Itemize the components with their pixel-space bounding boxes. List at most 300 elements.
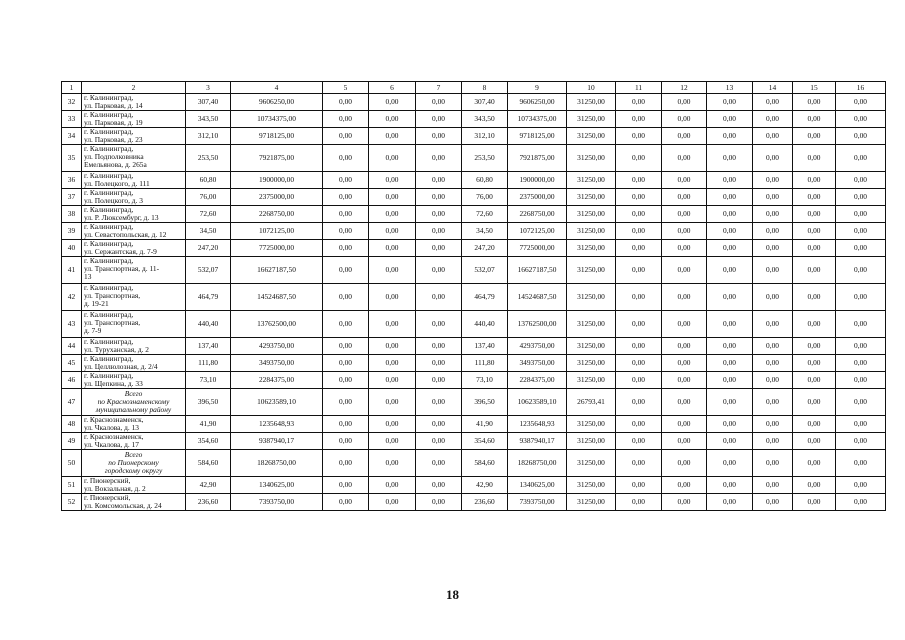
value-cell: 0,00	[662, 416, 707, 433]
table-row	[62, 372, 886, 389]
row-number-cell: 36	[62, 172, 82, 189]
value-cell: 0,00	[707, 450, 753, 477]
value-cell: 0,00	[369, 189, 416, 206]
value-cell: 0,00	[793, 372, 836, 389]
value-cell: 0,00	[616, 494, 662, 511]
row-number-cell: 44	[62, 338, 82, 355]
value-cell: 0,00	[707, 145, 753, 172]
value-cell: 0,00	[707, 355, 753, 372]
value-cell: 253,50	[186, 145, 231, 172]
value-cell: 0,00	[616, 477, 662, 494]
value-cell: 0,00	[753, 311, 793, 338]
table-row-total	[62, 450, 886, 477]
value-cell: 0,00	[793, 338, 836, 355]
value-cell: 0,00	[707, 433, 753, 450]
value-cell: 0,00	[416, 311, 462, 338]
value-cell: 0,00	[753, 433, 793, 450]
value-cell: 0,00	[616, 311, 662, 338]
value-cell: 0,00	[616, 257, 662, 284]
value-cell: 354,60	[462, 433, 508, 450]
value-cell: 73,10	[462, 372, 508, 389]
address-cell: г. Калининград, ул. Транспортная, д. 11- 13	[82, 257, 186, 284]
value-cell: 0,00	[836, 206, 886, 223]
value-cell: 0,00	[836, 389, 886, 416]
value-cell: 0,00	[323, 94, 369, 111]
value-cell: 0,00	[753, 189, 793, 206]
value-cell: 0,00	[836, 189, 886, 206]
value-cell: 0,00	[323, 206, 369, 223]
address-cell: г. Краснознаменск, ул. Чкалова, д. 13	[82, 416, 186, 433]
value-cell: 0,00	[323, 257, 369, 284]
value-cell: 0,00	[369, 94, 416, 111]
value-cell: 0,00	[416, 128, 462, 145]
value-cell: 0,00	[793, 206, 836, 223]
table-row	[62, 94, 886, 111]
table-row	[62, 240, 886, 257]
value-cell: 73,10	[186, 372, 231, 389]
value-cell: 9718125,00	[508, 128, 567, 145]
value-cell: 0,00	[323, 111, 369, 128]
value-cell: 9606250,00	[508, 94, 567, 111]
value-cell: 137,40	[186, 338, 231, 355]
value-cell: 7725000,00	[508, 240, 567, 257]
value-cell: 0,00	[416, 257, 462, 284]
value-cell: 0,00	[369, 338, 416, 355]
row-number-cell: 41	[62, 257, 82, 284]
total-label-cell: Всего по Краснознаменскому муниципальному району	[82, 389, 186, 416]
value-cell: 0,00	[323, 145, 369, 172]
value-cell: 31250,00	[567, 311, 616, 338]
value-cell: 9387940,17	[231, 433, 323, 450]
value-cell: 1072125,00	[508, 223, 567, 240]
value-cell: 584,60	[462, 450, 508, 477]
value-cell: 0,00	[707, 311, 753, 338]
header-cell: 4	[231, 82, 323, 94]
header-cell: 16	[836, 82, 886, 94]
header-cell: 15	[793, 82, 836, 94]
value-cell: 0,00	[323, 389, 369, 416]
value-cell: 0,00	[836, 284, 886, 311]
value-cell: 0,00	[369, 372, 416, 389]
value-cell: 0,00	[369, 128, 416, 145]
value-cell: 0,00	[616, 223, 662, 240]
header-cell: 7	[416, 82, 462, 94]
value-cell: 0,00	[707, 389, 753, 416]
value-cell: 60,80	[462, 172, 508, 189]
value-cell: 7725000,00	[231, 240, 323, 257]
value-cell: 0,00	[793, 284, 836, 311]
value-cell: 31250,00	[567, 206, 616, 223]
value-cell: 0,00	[793, 450, 836, 477]
value-cell: 0,00	[323, 284, 369, 311]
value-cell: 31250,00	[567, 223, 616, 240]
value-cell: 31250,00	[567, 338, 616, 355]
table-row	[62, 189, 886, 206]
table-row	[62, 128, 886, 145]
value-cell: 31250,00	[567, 450, 616, 477]
row-number-cell: 52	[62, 494, 82, 511]
value-cell: 1340625,00	[231, 477, 323, 494]
row-number-cell: 45	[62, 355, 82, 372]
value-cell: 0,00	[836, 416, 886, 433]
value-cell: 0,00	[616, 450, 662, 477]
value-cell: 3493750,00	[231, 355, 323, 372]
value-cell: 0,00	[753, 111, 793, 128]
header-cell: 12	[662, 82, 707, 94]
value-cell: 0,00	[707, 189, 753, 206]
table-row	[62, 416, 886, 433]
value-cell: 312,10	[186, 128, 231, 145]
value-cell: 14524687,50	[508, 284, 567, 311]
table-row	[62, 355, 886, 372]
value-cell: 0,00	[836, 477, 886, 494]
row-number-cell: 49	[62, 433, 82, 450]
value-cell: 41,90	[186, 416, 231, 433]
value-cell: 0,00	[707, 494, 753, 511]
value-cell: 0,00	[662, 311, 707, 338]
value-cell: 13762500,00	[231, 311, 323, 338]
value-cell: 0,00	[662, 338, 707, 355]
row-number-cell: 35	[62, 145, 82, 172]
value-cell: 247,20	[186, 240, 231, 257]
value-cell: 4293750,00	[231, 338, 323, 355]
value-cell: 0,00	[707, 372, 753, 389]
value-cell: 31250,00	[567, 111, 616, 128]
value-cell: 0,00	[707, 172, 753, 189]
row-number-cell: 33	[62, 111, 82, 128]
value-cell: 42,90	[186, 477, 231, 494]
value-cell: 0,00	[836, 450, 886, 477]
value-cell: 0,00	[836, 372, 886, 389]
value-cell: 41,90	[462, 416, 508, 433]
value-cell: 0,00	[753, 494, 793, 511]
value-cell: 0,00	[793, 172, 836, 189]
value-cell: 0,00	[753, 257, 793, 284]
value-cell: 0,00	[323, 128, 369, 145]
value-cell: 2375000,00	[508, 189, 567, 206]
value-cell: 0,00	[753, 172, 793, 189]
value-cell: 1900000,00	[231, 172, 323, 189]
table-row	[62, 206, 886, 223]
value-cell: 0,00	[662, 477, 707, 494]
value-cell: 31250,00	[567, 172, 616, 189]
value-cell: 0,00	[416, 450, 462, 477]
table-row	[62, 311, 886, 338]
value-cell: 464,79	[186, 284, 231, 311]
value-cell: 0,00	[836, 223, 886, 240]
value-cell: 532,07	[186, 257, 231, 284]
value-cell: 0,00	[836, 494, 886, 511]
address-cell: г. Калининград, ул. Парковая, д. 14	[82, 94, 186, 111]
value-cell: 0,00	[707, 240, 753, 257]
value-cell: 76,00	[462, 189, 508, 206]
value-cell: 4293750,00	[508, 338, 567, 355]
value-cell: 0,00	[836, 338, 886, 355]
value-cell: 0,00	[753, 389, 793, 416]
value-cell: 9718125,00	[231, 128, 323, 145]
value-cell: 31250,00	[567, 494, 616, 511]
value-cell: 7921875,00	[508, 145, 567, 172]
address-cell: г. Калининград, ул. Щепкина, д. 33	[82, 372, 186, 389]
value-cell: 7921875,00	[231, 145, 323, 172]
value-cell: 584,60	[186, 450, 231, 477]
value-cell: 0,00	[369, 223, 416, 240]
value-cell: 0,00	[323, 433, 369, 450]
header-cell: 5	[323, 82, 369, 94]
value-cell: 0,00	[323, 494, 369, 511]
row-number-cell: 34	[62, 128, 82, 145]
value-cell: 0,00	[793, 494, 836, 511]
value-cell: 34,50	[462, 223, 508, 240]
value-cell: 31250,00	[567, 372, 616, 389]
value-cell: 0,00	[369, 111, 416, 128]
value-cell: 0,00	[616, 94, 662, 111]
value-cell: 72,60	[462, 206, 508, 223]
value-cell: 34,50	[186, 223, 231, 240]
header-row	[62, 82, 886, 94]
address-cell: г. Калининград, ул. Сержантская, д. 7-9	[82, 240, 186, 257]
value-cell: 0,00	[753, 338, 793, 355]
row-number-cell: 48	[62, 416, 82, 433]
value-cell: 0,00	[836, 145, 886, 172]
value-cell: 0,00	[753, 450, 793, 477]
value-cell: 0,00	[416, 111, 462, 128]
value-cell: 0,00	[753, 94, 793, 111]
table-row	[62, 284, 886, 311]
value-cell: 0,00	[369, 284, 416, 311]
address-cell: г. Калининград, ул. Парковая, д. 19	[82, 111, 186, 128]
value-cell: 0,00	[662, 145, 707, 172]
value-cell: 16627187,50	[508, 257, 567, 284]
value-cell: 0,00	[616, 145, 662, 172]
value-cell: 0,00	[616, 284, 662, 311]
value-cell: 0,00	[616, 338, 662, 355]
value-cell: 0,00	[369, 433, 416, 450]
value-cell: 10623589,10	[508, 389, 567, 416]
value-cell: 0,00	[662, 433, 707, 450]
value-cell: 0,00	[369, 240, 416, 257]
value-cell: 0,00	[416, 94, 462, 111]
value-cell: 111,80	[462, 355, 508, 372]
table-row	[62, 172, 886, 189]
value-cell: 0,00	[616, 355, 662, 372]
row-number-cell: 51	[62, 477, 82, 494]
header-cell: 6	[369, 82, 416, 94]
value-cell: 0,00	[369, 450, 416, 477]
value-cell: 0,00	[616, 240, 662, 257]
value-cell: 0,00	[753, 372, 793, 389]
table-row	[62, 223, 886, 240]
value-cell: 1340625,00	[508, 477, 567, 494]
value-cell: 31250,00	[567, 240, 616, 257]
row-number-cell: 42	[62, 284, 82, 311]
row-number-cell: 50	[62, 450, 82, 477]
value-cell: 0,00	[662, 494, 707, 511]
value-cell: 0,00	[707, 223, 753, 240]
value-cell: 7393750,00	[231, 494, 323, 511]
value-cell: 0,00	[793, 189, 836, 206]
value-cell: 14524687,50	[231, 284, 323, 311]
value-cell: 0,00	[662, 389, 707, 416]
value-cell: 0,00	[416, 206, 462, 223]
address-cell: г. Пионерский, ул. Вокзальная, д. 2	[82, 477, 186, 494]
value-cell: 0,00	[793, 416, 836, 433]
address-cell: г. Калининград, ул. Целлюлозная, д. 2/4	[82, 355, 186, 372]
value-cell: 60,80	[186, 172, 231, 189]
address-cell: г. Калининград, ул. Туруханская, д. 2	[82, 338, 186, 355]
value-cell: 0,00	[707, 94, 753, 111]
value-cell: 396,50	[462, 389, 508, 416]
value-cell: 1072125,00	[231, 223, 323, 240]
value-cell: 307,40	[186, 94, 231, 111]
value-cell: 31250,00	[567, 477, 616, 494]
value-cell: 0,00	[707, 128, 753, 145]
value-cell: 0,00	[369, 172, 416, 189]
value-cell: 0,00	[416, 494, 462, 511]
table-row	[62, 494, 886, 511]
address-cell: г. Калининград, ул. Р. Люксембург, д. 13	[82, 206, 186, 223]
row-number-cell: 47	[62, 389, 82, 416]
value-cell: 0,00	[662, 240, 707, 257]
value-cell: 0,00	[662, 172, 707, 189]
value-cell: 0,00	[662, 257, 707, 284]
value-cell: 2375000,00	[231, 189, 323, 206]
address-cell: г. Калининград, ул. Транспортная, д. 19-21	[82, 284, 186, 311]
value-cell: 0,00	[707, 284, 753, 311]
value-cell: 0,00	[793, 389, 836, 416]
value-cell: 2268750,00	[231, 206, 323, 223]
value-cell: 0,00	[793, 311, 836, 338]
value-cell: 0,00	[753, 206, 793, 223]
value-cell: 0,00	[323, 416, 369, 433]
value-cell: 0,00	[707, 111, 753, 128]
value-cell: 0,00	[793, 145, 836, 172]
value-cell: 0,00	[793, 94, 836, 111]
header-cell: 11	[616, 82, 662, 94]
header-cell: 2	[82, 82, 186, 94]
page-number: 18	[446, 587, 459, 602]
value-cell: 26793,41	[567, 389, 616, 416]
value-cell: 18268750,00	[508, 450, 567, 477]
address-cell: г. Калининград, ул. Полецкого, д. 3	[82, 189, 186, 206]
value-cell: 0,00	[707, 416, 753, 433]
row-number-cell: 37	[62, 189, 82, 206]
value-cell: 31250,00	[567, 128, 616, 145]
value-cell: 2284375,00	[508, 372, 567, 389]
value-cell: 440,40	[186, 311, 231, 338]
value-cell: 31250,00	[567, 94, 616, 111]
value-cell: 343,50	[462, 111, 508, 128]
table-row	[62, 433, 886, 450]
value-cell: 0,00	[836, 433, 886, 450]
value-cell: 0,00	[662, 223, 707, 240]
value-cell: 10734375,00	[231, 111, 323, 128]
value-cell: 10623589,10	[231, 389, 323, 416]
table-row-total	[62, 389, 886, 416]
address-cell: г. Калининград, ул. Транспортная, д. 7-9	[82, 311, 186, 338]
row-number-cell: 38	[62, 206, 82, 223]
address-cell: г. Пионерский, ул. Комсомольская, д. 24	[82, 494, 186, 511]
value-cell: 0,00	[707, 206, 753, 223]
header-cell: 14	[753, 82, 793, 94]
value-cell: 0,00	[323, 355, 369, 372]
value-cell: 1235648,93	[231, 416, 323, 433]
value-cell: 0,00	[793, 433, 836, 450]
value-cell: 0,00	[416, 433, 462, 450]
value-cell: 3493750,00	[508, 355, 567, 372]
value-cell: 253,50	[462, 145, 508, 172]
value-cell: 0,00	[369, 145, 416, 172]
table-row	[62, 477, 886, 494]
value-cell: 0,00	[416, 223, 462, 240]
value-cell: 0,00	[793, 128, 836, 145]
row-number-cell: 39	[62, 223, 82, 240]
value-cell: 0,00	[616, 189, 662, 206]
table-row	[62, 338, 886, 355]
value-cell: 0,00	[707, 257, 753, 284]
value-cell: 0,00	[616, 416, 662, 433]
value-cell: 1235648,93	[508, 416, 567, 433]
value-cell: 10734375,00	[508, 111, 567, 128]
value-cell: 31250,00	[567, 284, 616, 311]
value-cell: 396,50	[186, 389, 231, 416]
value-cell: 0,00	[753, 284, 793, 311]
value-cell: 13762500,00	[508, 311, 567, 338]
value-cell: 0,00	[753, 416, 793, 433]
value-cell: 18268750,00	[231, 450, 323, 477]
table-row	[62, 111, 886, 128]
value-cell: 9606250,00	[231, 94, 323, 111]
value-cell: 0,00	[416, 240, 462, 257]
value-cell: 0,00	[662, 128, 707, 145]
value-cell: 0,00	[416, 355, 462, 372]
value-cell: 0,00	[662, 189, 707, 206]
value-cell: 0,00	[793, 240, 836, 257]
value-cell: 31250,00	[567, 416, 616, 433]
header-cell: 9	[508, 82, 567, 94]
value-cell: 0,00	[836, 240, 886, 257]
value-cell: 76,00	[186, 189, 231, 206]
value-cell: 0,00	[323, 477, 369, 494]
value-cell: 0,00	[753, 223, 793, 240]
value-cell: 111,80	[186, 355, 231, 372]
value-cell: 0,00	[616, 111, 662, 128]
row-number-cell: 40	[62, 240, 82, 257]
value-cell: 42,90	[462, 477, 508, 494]
value-cell: 2284375,00	[231, 372, 323, 389]
value-cell: 0,00	[323, 172, 369, 189]
value-cell: 0,00	[369, 355, 416, 372]
value-cell: 312,10	[462, 128, 508, 145]
value-cell: 0,00	[707, 338, 753, 355]
table-row	[62, 257, 886, 284]
table-row	[62, 145, 886, 172]
row-number-cell: 43	[62, 311, 82, 338]
value-cell: 0,00	[753, 128, 793, 145]
value-cell: 0,00	[616, 128, 662, 145]
value-cell: 0,00	[616, 172, 662, 189]
value-cell: 7393750,00	[508, 494, 567, 511]
value-cell: 0,00	[793, 257, 836, 284]
value-cell: 0,00	[323, 338, 369, 355]
value-cell: 440,40	[462, 311, 508, 338]
value-cell: 0,00	[662, 94, 707, 111]
header-cell: 8	[462, 82, 508, 94]
value-cell: 0,00	[753, 355, 793, 372]
value-cell: 0,00	[323, 189, 369, 206]
address-cell: г. Калининград, ул. Подполковника Емельянова, д. 265а	[82, 145, 186, 172]
value-cell: 0,00	[416, 372, 462, 389]
